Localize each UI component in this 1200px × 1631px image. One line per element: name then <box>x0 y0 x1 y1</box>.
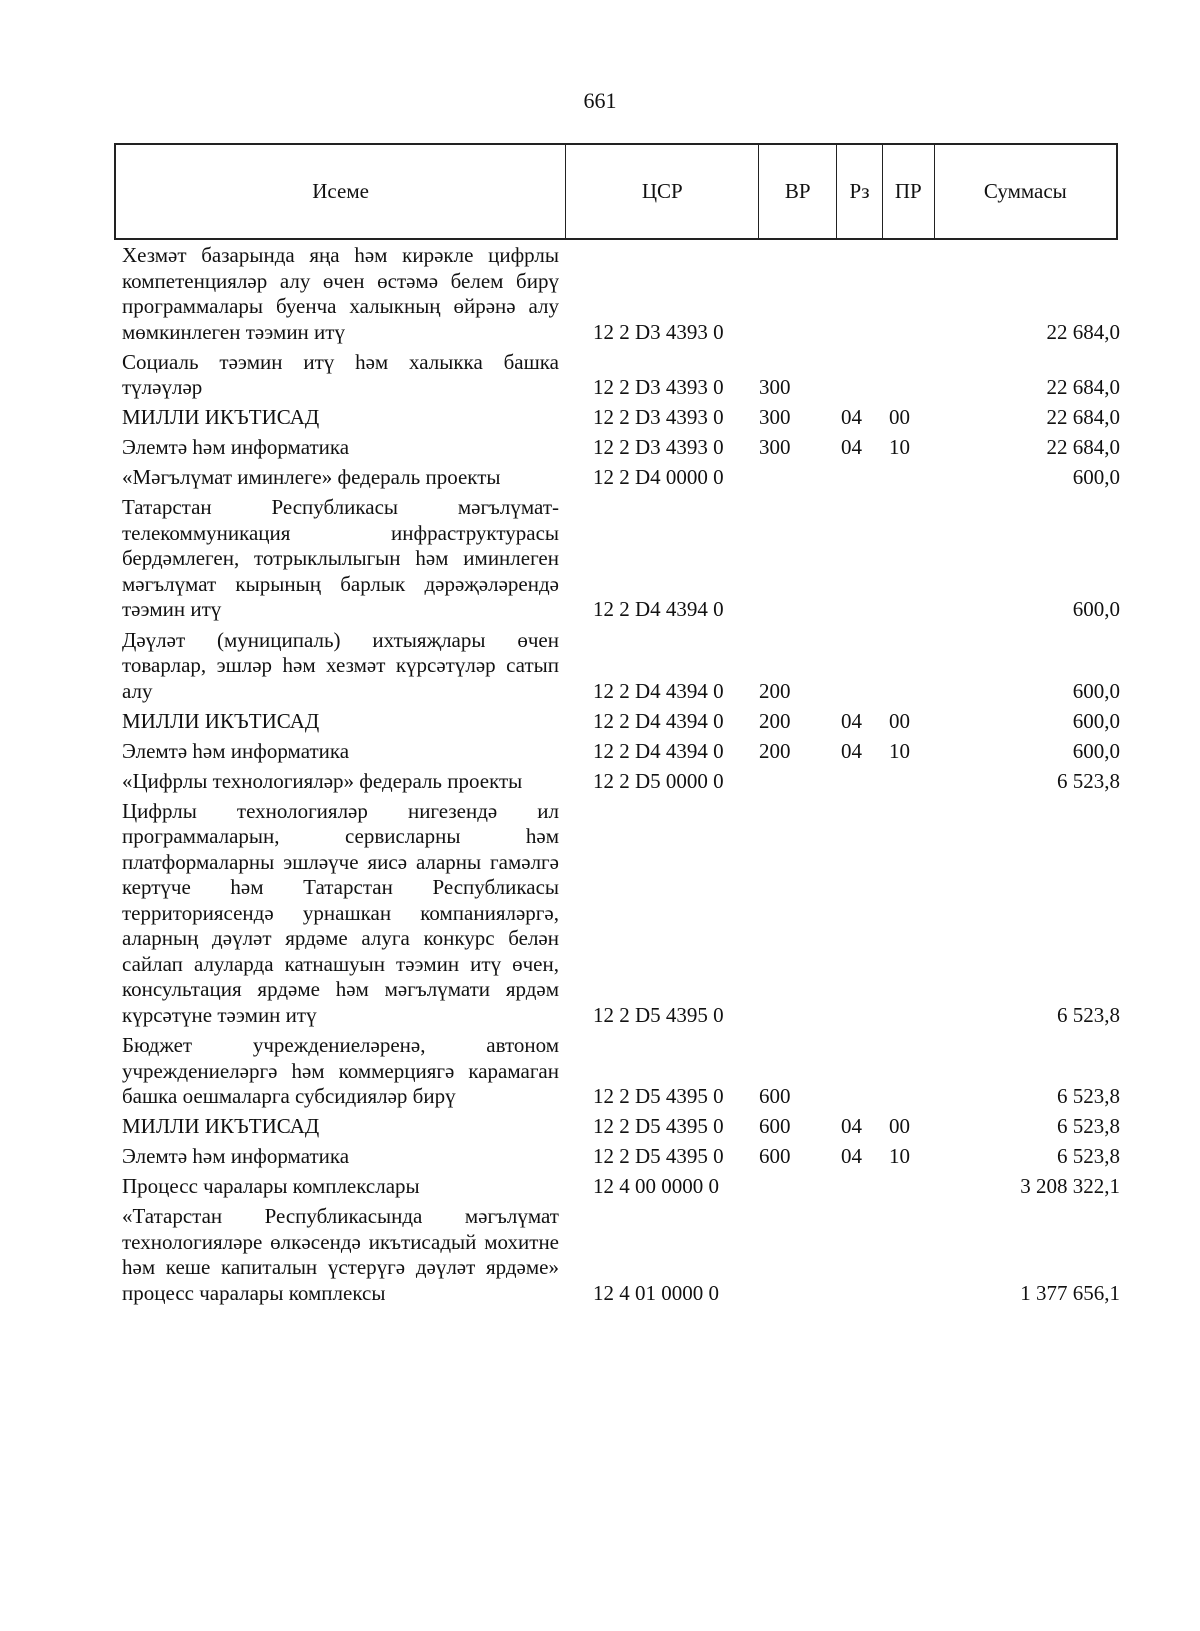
row-vr: 600 <box>759 1144 791 1169</box>
row-csr: 12 4 01 0000 0 <box>593 1280 719 1305</box>
table-row <box>122 1204 1120 1306</box>
row-sum: 22 684,0 <box>1046 375 1120 400</box>
row-name: МИЛЛИ ИКЪТИСАД <box>122 1114 320 1139</box>
row-rz: 04 <box>841 435 862 460</box>
row-csr: 12 2 D4 4394 0 <box>593 708 724 733</box>
row-name: Социаль тәэмин итү һәм халыкка башка түләүләр <box>122 349 559 400</box>
row-csr: 12 2 D5 4395 0 <box>593 1114 724 1139</box>
header-pr: ПР <box>883 145 935 238</box>
table-row <box>122 495 1120 623</box>
header-csr: ЦСР <box>566 145 759 238</box>
row-name: МИЛЛИ ИКЪТИСАД <box>122 405 320 430</box>
row-sum: 6 523,8 <box>1057 1084 1120 1109</box>
table-row <box>122 799 1120 1029</box>
row-csr: 12 2 D3 4393 0 <box>593 405 724 430</box>
row-csr: 12 2 D3 4393 0 <box>593 435 724 460</box>
row-pr: 10 <box>889 435 910 460</box>
row-name: МИЛЛИ ИКЪТИСАД <box>122 708 320 733</box>
row-csr: 12 2 D4 4394 0 <box>593 678 724 703</box>
row-csr: 12 2 D4 0000 0 <box>593 465 724 490</box>
row-rz: 04 <box>841 1144 862 1169</box>
row-vr: 300 <box>759 405 791 430</box>
row-rz: 04 <box>841 738 862 763</box>
row-name: Цифрлы технологияләр нигезендә ил программаларын, сервисларны һәм платформаларны эшләүче яисә аларны гамәлгә кертүче һәм Татарстан Республикасы территориясендә урнашкан компанияләргә, аларның дәүләт ярдәме алуга конкурс белән сайлап алуларда катнашуын тәэмин итү өчен, консультация ярдәме һәм мәгълүмати ярдәм күрсәтүне тәэмин итү <box>122 798 559 1027</box>
row-pr: 00 <box>889 1114 910 1139</box>
table-row <box>122 628 1120 705</box>
row-name: «Цифрлы технологияләр» федераль проекты <box>122 768 523 793</box>
row-sum: 3 208 322,1 <box>1020 1174 1120 1199</box>
row-vr: 600 <box>759 1084 791 1109</box>
row-sum: 600,0 <box>1072 678 1120 703</box>
row-vr: 600 <box>759 1114 791 1139</box>
row-sum: 6 523,8 <box>1057 1002 1120 1027</box>
row-vr: 200 <box>759 708 791 733</box>
row-csr: 12 4 00 0000 0 <box>593 1174 719 1199</box>
row-name: Элемтә һәм информатика <box>122 435 350 460</box>
row-sum: 600,0 <box>1072 708 1120 733</box>
row-vr: 300 <box>759 375 791 400</box>
row-name: «Мәгълүмат иминлеге» федераль проекты <box>122 465 501 490</box>
table-body <box>122 243 1120 1311</box>
row-pr: 10 <box>889 738 910 763</box>
page-number: 661 <box>583 88 617 113</box>
table-row <box>122 350 1120 401</box>
row-sum: 6 523,8 <box>1057 1114 1120 1139</box>
table-row <box>122 1114 1120 1140</box>
table-row <box>122 243 1120 345</box>
row-csr: 12 2 D3 4393 0 <box>593 319 724 344</box>
table-header <box>114 143 1118 240</box>
row-pr: 00 <box>889 405 910 430</box>
row-csr: 12 2 D5 4395 0 <box>593 1144 724 1169</box>
table-row <box>122 1033 1120 1110</box>
row-pr: 00 <box>889 708 910 733</box>
row-sum: 22 684,0 <box>1046 435 1120 460</box>
table-row <box>122 709 1120 735</box>
row-csr: 12 2 D4 4394 0 <box>593 597 724 622</box>
row-sum: 6 523,8 <box>1057 768 1120 793</box>
table-row <box>122 465 1120 491</box>
row-vr: 300 <box>759 435 791 460</box>
table-row <box>122 405 1120 431</box>
row-name: Процесс чаралары комплекслары <box>122 1174 420 1199</box>
row-name: «Татарстан Республикасында мәгълүмат технологияләре өлкәсендә икътисадый мохитне һәм кеше капиталын үстерүгә дәүләт ярдәме» процесс чаралары комплексы <box>122 1204 559 1305</box>
row-name: Бюджет учреждениеләренә, автоном учреждениеләргә һәм коммерциягә карамаган башка оешмаларга субсидияләр бирү <box>122 1033 559 1109</box>
row-csr: 12 2 D5 4395 0 <box>593 1084 724 1109</box>
row-rz: 04 <box>841 405 862 430</box>
row-sum: 1 377 656,1 <box>1020 1280 1120 1305</box>
row-name: Дәүләт (муниципаль) ихтыяҗлары өчен товарлар, эшләр һәм хезмәт күрсәтүләр сатып алу <box>122 627 559 703</box>
row-rz: 04 <box>841 1114 862 1139</box>
table-row <box>122 1144 1120 1170</box>
row-pr: 10 <box>889 1144 910 1169</box>
header-name: Исеме <box>116 145 566 238</box>
table-row <box>122 1174 1120 1200</box>
header-vr: ВР <box>759 145 837 238</box>
table-row <box>122 769 1120 795</box>
row-vr: 200 <box>759 678 791 703</box>
row-csr: 12 2 D4 4394 0 <box>593 738 724 763</box>
row-sum: 6 523,8 <box>1057 1144 1120 1169</box>
row-name: Хезмәт базарында яңа һәм кирәкле цифрлы компетенцияләр алу өчен өстәмә белем бирү программалары буенча халыкның өйрәнә алу мөмкинлеген тәэмин итү <box>122 243 559 344</box>
table-row <box>122 435 1120 461</box>
row-sum: 22 684,0 <box>1046 319 1120 344</box>
header-sum: Суммасы <box>983 179 1067 203</box>
row-sum: 22 684,0 <box>1046 405 1120 430</box>
row-sum: 600,0 <box>1072 738 1120 763</box>
table-row <box>122 739 1120 765</box>
row-csr: 12 2 D3 4393 0 <box>593 375 724 400</box>
row-rz: 04 <box>841 708 862 733</box>
row-name: Татарстан Республикасы мәгълүмат-телекоммуникация инфраструктурасы бердәмлеген, тотрыклылыгын һәм иминлеген мәгълүмат кырының барлык дәрәҗәләрендә тәэмин итү <box>122 495 559 622</box>
row-sum: 600,0 <box>1072 465 1120 490</box>
row-csr: 12 2 D5 4395 0 <box>593 1002 724 1027</box>
row-vr: 200 <box>759 738 791 763</box>
row-name: Элемтә һәм информатика <box>122 738 350 763</box>
header-rz: Рз <box>837 145 883 238</box>
row-sum: 600,0 <box>1072 597 1120 622</box>
row-csr: 12 2 D5 0000 0 <box>593 768 724 793</box>
row-name: Элемтә һәм информатика <box>122 1144 350 1169</box>
